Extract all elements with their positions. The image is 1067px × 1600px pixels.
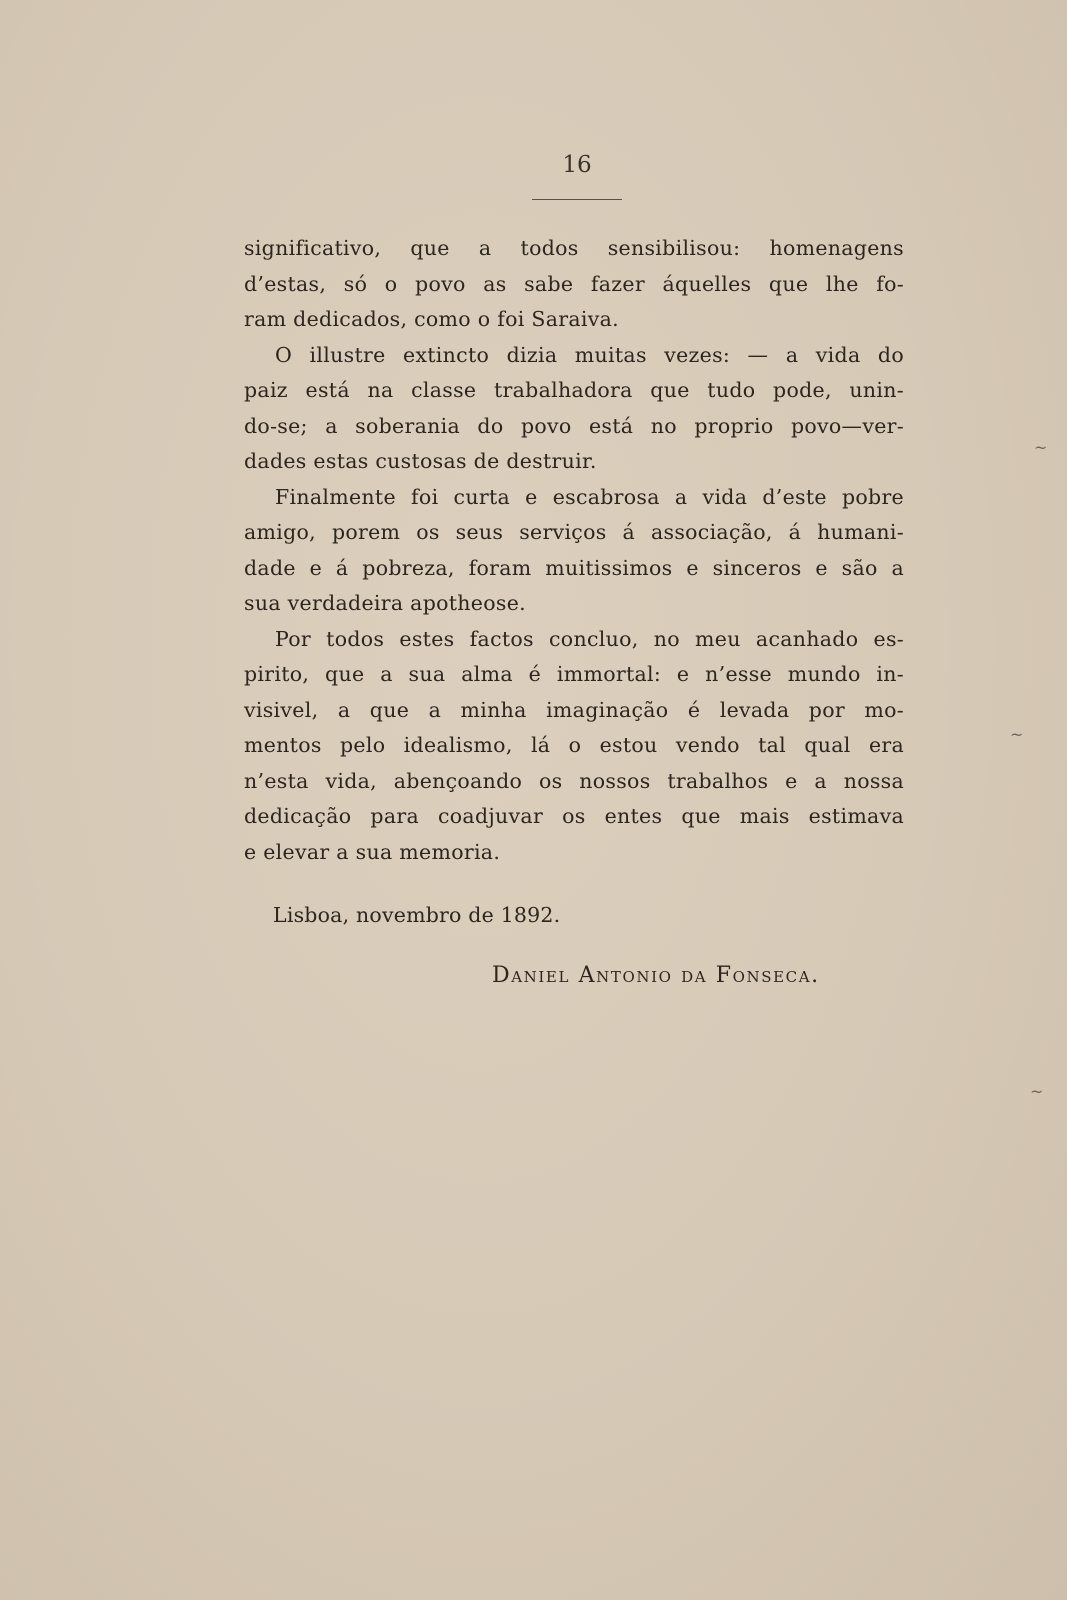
ink-speck: ~ <box>1034 438 1048 457</box>
text-line: mentos pelo idealismo, lá o estou vendo tal qual era <box>244 733 904 757</box>
header-rule <box>532 199 622 200</box>
text-line: n’esta vida, abençoando os nossos trabalhos e a nossa <box>244 769 904 793</box>
text-line: Por todos estes factos concluo, no meu acanhado es- <box>275 627 904 651</box>
text-line: paiz está na classe trabalhadora que tudo pode, unin- <box>244 378 904 402</box>
text-line: do-se; a soberania do povo está no proprio povo—ver- <box>244 414 904 438</box>
text-line: sua verdadeira apotheose. <box>244 591 526 615</box>
text-line: d’estas, só o povo as sabe fazer áquelles que lhe fo- <box>244 272 904 296</box>
text-line: dade e á pobreza, foram muitissimos e sinceros e são a <box>244 556 904 580</box>
text-line: amigo, porem os seus serviços á associação, á humani- <box>244 520 904 544</box>
text-line: pirito, que a sua alma é immortal: e n’esse mundo in- <box>244 662 904 686</box>
text-line: O illustre extincto dizia muitas vezes: — a vida do <box>275 343 904 367</box>
text-line: Finalmente foi curta e escabrosa a vida d’este pobre <box>275 485 904 509</box>
text-line: dades estas custosas de destruir. <box>244 449 597 473</box>
ink-speck: ~ <box>1030 1082 1044 1101</box>
text-line: dedicação para coadjuvar os entes que mais estimava <box>244 804 904 828</box>
text-line: e elevar a sua memoria. <box>244 840 501 864</box>
page-number: 16 <box>562 152 592 178</box>
place-date: Lisboa, novembro de 1892. <box>273 903 561 927</box>
text-line: significativo, que a todos sensibilisou: homenagens <box>244 236 904 260</box>
signature: Daniel Antonio da Fonseca. <box>492 963 820 988</box>
text-line: ram dedicados, como o foi Saraiva. <box>244 307 619 331</box>
ink-speck: ~ <box>1010 725 1024 744</box>
text-line: visivel, a que a minha imaginação é levada por mo- <box>244 698 904 722</box>
